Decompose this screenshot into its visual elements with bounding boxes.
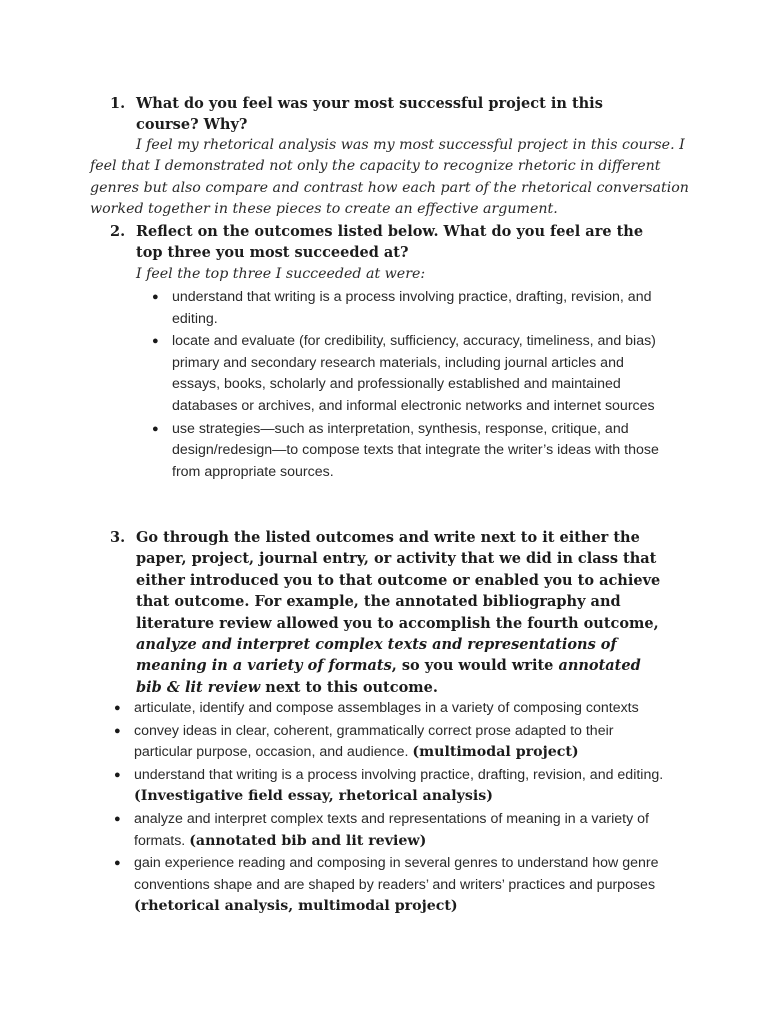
q1-answer: I feel my rhetorical analysis was my most successful project in this course. I feel that I demonstrated not only the capacity to recognize rhetoric in different genres but also compare and contrast how each part of the rhetorical conversation worked together in these pieces to create an effective argument. — [90, 137, 689, 218]
bullet-icon: ● — [114, 857, 121, 870]
bullet-icon: ● — [152, 422, 159, 435]
list-item-note: (Investigative field essay, rhetorical analysis) — [134, 788, 493, 805]
list-item — [114, 809, 674, 852]
list-item-text: locate and evaluate (for credibility, sufficiency, accuracy, timeliness, and bias) primary and secondary research materials, including journal articles and essays, books, scholarly and professionally established and maintained databases or archives, and informal electronic networks and internet sources — [172, 333, 656, 414]
list-item — [152, 287, 672, 330]
list-item-text: analyze and interpret complex texts and representations of meaning in a variety of formats. — [134, 810, 649, 849]
q3-question-italic1: analyze and interpret complex texts and representations of meaning in a variety of formats — [136, 636, 617, 675]
q2-outcome-list — [152, 287, 672, 484]
bullet-icon: ● — [114, 768, 121, 781]
list-item — [114, 698, 674, 720]
q1-number: 1. — [110, 95, 126, 112]
q2-number: 2. — [110, 223, 126, 240]
bullet-icon: ● — [152, 291, 159, 303]
list-item — [152, 419, 672, 484]
q3-question — [136, 527, 670, 698]
q1-question: What do you feel was your most successful project in this course? Why? — [136, 95, 603, 134]
bullet-icon: ● — [152, 335, 159, 348]
list-item — [114, 765, 674, 808]
list-item — [152, 331, 672, 417]
list-item-text: gain experience reading and composing in several genres to understand how genre conventions shape and are shaped by readers’ and writers’ practices and purposes — [134, 855, 659, 893]
list-item-note: (annotated bib and lit review) — [189, 832, 427, 849]
q3-outcome-list — [114, 698, 674, 919]
bullet-icon: ● — [114, 702, 121, 714]
list-item-text: understand that writing is a process involving practice, drafting, revision, and editing. — [134, 766, 664, 783]
q3-question-part2: , so you would write — [391, 657, 559, 675]
q3-question-italic2: annotated bib & lit review — [136, 657, 641, 696]
q2-question: Reflect on the outcomes listed below. What do you feel are the top three you most succeeded at? — [136, 223, 644, 262]
list-item — [114, 721, 674, 764]
q2-intro: I feel the top three I succeeded at were: — [136, 266, 426, 282]
list-item-text: understand that writing is a process involving practice, drafting, revision, and editing. — [172, 289, 652, 327]
q3-question-part1: Go through the listed outcomes and write next to it either the paper, project, journal entry, or activity that we did in class that either introduced you to that outcome or enabled you to achieve that outcome. For example, the annotated bibliography and literature review allowed you to accomplish the fourth outcome, — [136, 529, 661, 632]
bullet-icon: ● — [114, 724, 121, 737]
q3-number: 3. — [110, 529, 126, 546]
q3-question-part3: next to this outcome. — [260, 678, 438, 696]
list-item-text: convey ideas in clear, coherent, grammatically correct prose adapted to their particular purpose, occasion, and audience. — [134, 722, 614, 761]
list-item-text: use strategies—such as interpretation, synthesis, response, critique, and design/redesign—to compose texts that integrate the writer’s ideas with those from appropriate sources. — [172, 420, 659, 480]
bullet-icon: ● — [114, 812, 121, 825]
list-item-note: (rhetorical analysis, multimodal project) — [134, 898, 458, 915]
list-item — [114, 853, 674, 918]
list-item-text: articulate, identify and compose assemblages in a variety of composing contexts — [134, 700, 639, 716]
list-item-note: (multimodal project) — [412, 744, 579, 761]
